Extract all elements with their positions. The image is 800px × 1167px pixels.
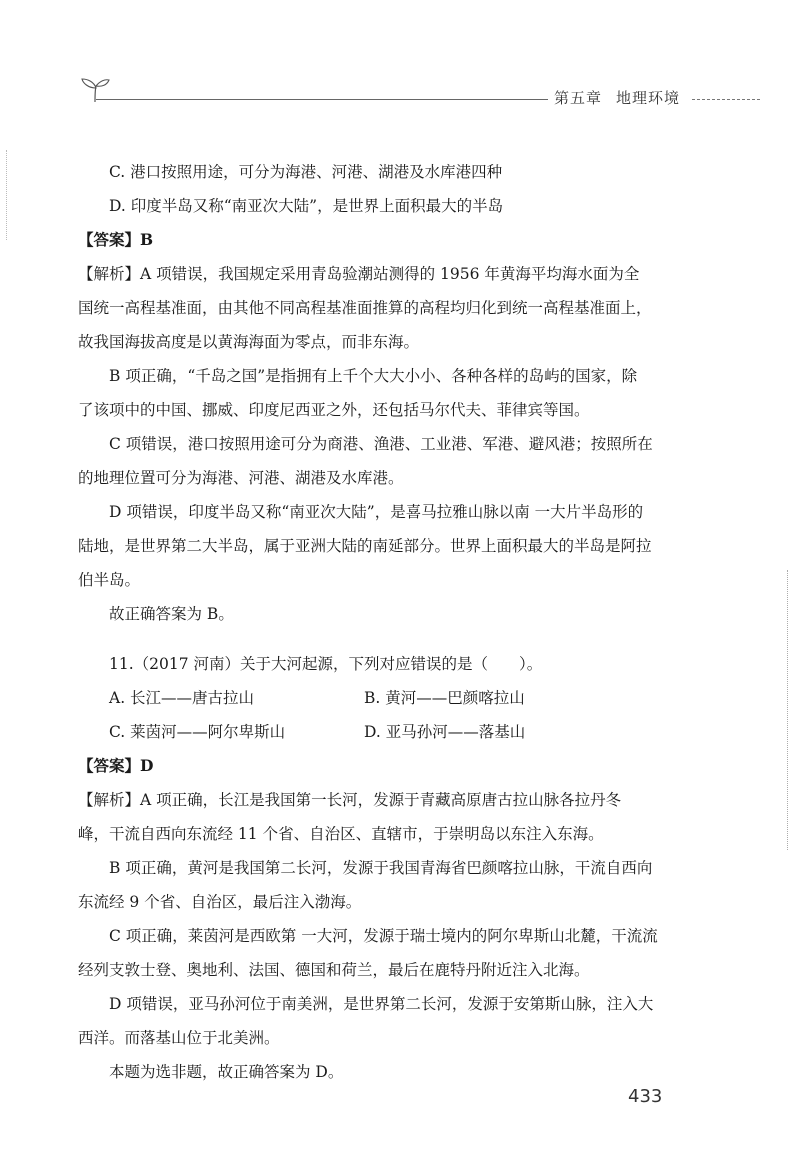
- analysis-line: 【解析】A 项错误，我国规定采用青岛验潮站测得的 1956 年黄海平均海水面为全: [78, 265, 640, 283]
- analysis-line: D 项错误，印度半岛又称“南亚次大陆”，是喜马拉雅山脉以南 一大片半岛形的: [109, 503, 644, 521]
- analysis-line: 了该项中的中国、挪威、印度尼西亚之外，还包括马尔代夫、菲律宾等国。: [78, 401, 590, 419]
- chapter-name: 地理环境: [616, 89, 681, 107]
- analysis-line: 西洋。而落基山位于北美洲。: [78, 1029, 280, 1047]
- page-number: 433: [628, 1086, 663, 1107]
- option-c: C. 莱茵河——阿尔卑斯山: [109, 723, 286, 741]
- running-header: [70, 72, 760, 112]
- option-a: A. 长江——唐古拉山: [109, 689, 255, 707]
- analysis-line: 的地理位置可分为海港、河港、湖港及水库港。: [78, 469, 404, 487]
- page-body: [78, 155, 682, 1089]
- analysis-line: 【解析】A 项正确，长江是我国第一长河，发源于青藏高原唐古拉山脉各拉丹冬: [78, 791, 622, 809]
- analysis-line: 故我国海拔高度是以黄海海面为零点，而非东海。: [78, 333, 420, 351]
- analysis-line: B 项正确，黄河是我国第二长河，发源于我国青海省巴颜喀拉山脉，干流自西向: [109, 859, 653, 877]
- scan-edge-mark: [6, 150, 13, 240]
- analysis-line: 国统一高程基准面，由其他不同高程基准面推算的高程均归化到统一高程基准面上，: [78, 299, 652, 317]
- options-row: [78, 715, 682, 749]
- scan-edge-mark-right: [787, 570, 792, 850]
- header-rule-right: [692, 99, 760, 100]
- option-b: B. 黄河——巴颜喀拉山: [364, 689, 525, 707]
- analysis-line: D 项错误，亚马孙河位于南美洲，是世界第二长河，发源于安第斯山脉，注入大: [109, 995, 654, 1013]
- analysis-line: 东流经 9 个省、自治区，最后注入渤海。: [78, 893, 362, 911]
- chapter-number: 第五章: [554, 89, 603, 107]
- option-d-prev: D. 印度半岛又称“南亚次大陆”，是世界上面积最大的半岛: [109, 197, 504, 215]
- analysis-line: 峰，干流自西向东流经 11 个省、自治区、直辖市，于崇明岛以东注入东海。: [78, 825, 604, 843]
- conclusion-line: 故正确答案为 B。: [109, 605, 234, 623]
- chapter-title: [548, 87, 700, 108]
- analysis-line: B 项正确，“千岛之国”是指拥有上千个大大小小、各种各样的岛屿的国家，除: [109, 367, 638, 385]
- question-11-stem: 11.（2017 河南）关于大河起源，下列对应错误的是（ ）。: [109, 655, 543, 673]
- analysis-line: 伯半岛。: [78, 571, 141, 589]
- analysis-line: C 项错误，港口按照用途可分为商港、渔港、工业港、军港、避风港；按照所在: [109, 435, 653, 453]
- analysis-line: 经列支敦士登、奥地利、法国、德国和荷兰，最后在鹿特丹附近注入北海。: [78, 961, 590, 979]
- analysis-line: 陆地，是世界第二大半岛，属于亚洲大陆的南延部分。世界上面积最大的半岛是阿拉: [78, 537, 652, 555]
- analysis-line: C 项正确，莱茵河是西欧第 一大河，发源于瑞士境内的阿尔卑斯山北麓，干流流: [109, 927, 658, 945]
- option-c-prev: C. 港口按照用途，可分为海港、河港、湖港及水库港四种: [109, 163, 503, 181]
- option-d: D. 亚马孙河——落基山: [364, 723, 526, 741]
- answer-label: 【答案】D: [78, 756, 154, 775]
- conclusion-line: 本题为选非题，故正确答案为 D。: [109, 1063, 344, 1081]
- header-rule: [96, 99, 582, 100]
- answer-label: 【答案】B: [78, 230, 154, 249]
- options-row: [78, 681, 682, 715]
